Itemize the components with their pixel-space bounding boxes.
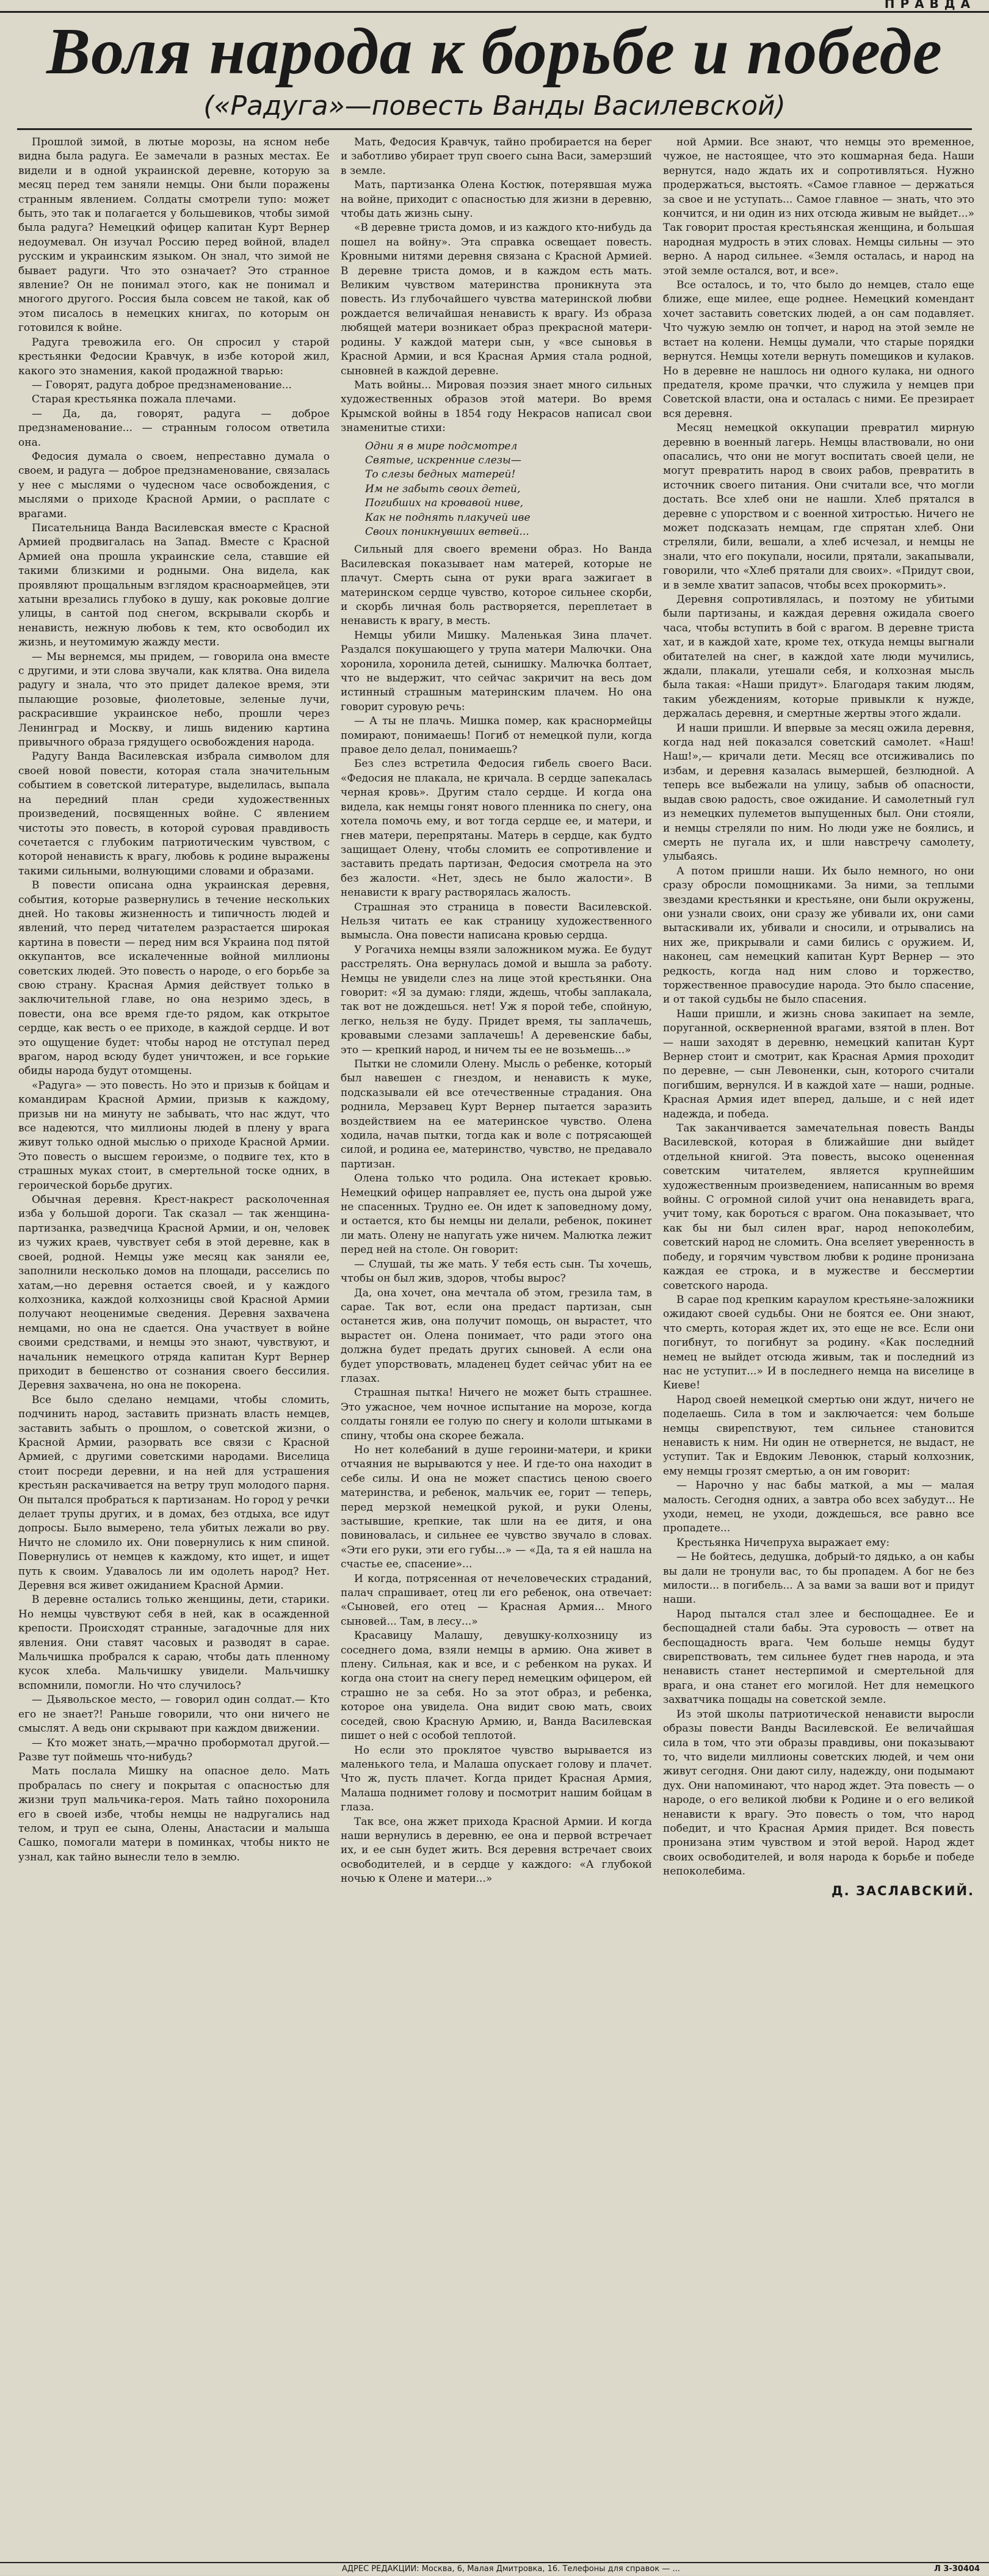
- article-paragraph: Народ пытался стал злее и беспощаднее. Ее и беспощадней стали бабы. Эта суровость — ответ на беспощадность врага. Чем больше немцы будут свирепствовать, тем сильнее будет гнев народа, и эта ненависть станет нестерпимой и смертельной для врага, и она станет его могилой. Нет для немецкого захватчика пощады на советской земле.: [663, 1608, 974, 1707]
- article-paragraph: — Да, да, говорят, радуга — доброе предзнаменование... — странным голосом ответила она.: [18, 407, 330, 449]
- article-paragraph: В повести описана одна украинская деревня, события, которые развернулись в течение нескольких дней. Но таковы жизненность и типичность людей и явлений, что перед читателем разрастается широкая картина в повести — перед ним вся Украина под пятой оккупантов, все искалеченные войной миллионы советских людей. Это повесть о народе, о его борьбе за свою страну. Красная Армия действует только в заключительной главе, но она незримо здесь, в повести, она все время где-то рядом, как открытое сердце, как весть о ее приходе, в каждой сердце. И вот это ощущение будет: чтобы народ не отступал перед врагом, народ всюду будет уничтожен, и все горькие обиды народа будут отомщены.: [18, 879, 330, 1078]
- article-paragraph: Обычная деревня. Крест-накрест расколоченная изба у большой дороги. Так сказал — так женщина-партизанка, разведчица Красной Армии, и он, человек из чужих краев, чувствует себя в этой деревне, как в своей, родной. Немцы уже месяц как заняли ее, заполнили несколько домов на площади, расселись по хатам,—но деревня остается своей, и у каждого колхозника, каждой колхозницы свой Красной Армии получают неоценимые сведения. Деревня захвачена немцами, но она не сдается. Она участвует в войне своими средствами, и немцы это знают, чувствуют, и начальник немецкого отряда капитан Курт Вернер приходит в бешенство от сознания своего бессилия. Деревня захвачена, но она не покорена.: [18, 1194, 330, 1392]
- article-paragraph: Немцы убили Мишку. Маленькая Зина плачет. Раздался покушающего у трупа матери Малючки. Она хоронила, хоронила детей, сынишку. Малючка болтает, что не выдержит, что сейчас закричит на весь дом истинный страшным материнским плачем. Но она говорит суровую речь:: [341, 629, 652, 713]
- article-paragraph: Прошлой зимой, в лютые морозы, на ясном небе видна была радуга. Ее замечали в разных местах. Ее видели и в одной украинской деревне, которую за месяц перед тем заняли немцы. Они были поражены странным явлением. Солдаты смотрели тупо: может быть, это так и полагается у большевиков, чтобы зимой была радуга? Немецкий офицер капитан Курт Вернер недоумевал. Он изучал Россию перед войной, владел русским и украинским языком. Он знал, что зимой не бывает радуги. Что это означает? Это странное явление? Он не понимал этого, как не понимал и многого другого. Россия была совсем не такой, как об этом писалось в немецких книгах, по которым он готовился к войне.: [18, 136, 330, 335]
- article-paragraph: У Рогачиха немцы взяли заложником мужа. Ее будут расстрелять. Она вернулась домой и вышла за работу. Немцы не увидели слез на лице этой крестьянки. Она говорит: «Я за думаю: гляди, ждешь, чтобы заплакала, так вот не дождешься. нет! Уж я порой тебе, спойную, легко, нельзя не буду. Придет время, ты заплачешь, кровавыми слезами заплачешь! А деревенские бабы, это — крепкий народ, и ничем ты ее не возьмешь...»: [341, 943, 652, 1056]
- article-paragraph: И наши пришли. И впервые за месяц ожила деревня, когда над ней показался советский самолет. «Наш! Наш!»,— кричали дети. Месяц все отсиживались по избам, и деревня казалась вымершей, безлюдной. А теперь все выбежали на улицу, забыв об опасности, выдав свою радость, свое ожидание. И самолетный гул из немецких пулеметов выпущенных был. Они стояли, и немцы стреляли по ним. Но люди уже не боялись, и смерть не пугала их, и шли навстречу самолету, улыбаясь.: [663, 722, 974, 863]
- article-paragraph: — Мы вернемся, мы придем, — говорила она вместе с другими, и эти слова звучали, как клятва. Она видела радугу и знала, что это придет далекое время, эти пылающие розовые, фиолетовые, зеленые лучи, раскрасившие украинское небо, прошли через Ленинград и Москву, и лишь видению картина привычного образа грядущего освобождения народа.: [18, 650, 330, 749]
- author-signature: Д. ЗАСЛАВСКИЙ.: [831, 1883, 974, 1898]
- article-paragraph: Мать, партизанка Олена Костюк, потерявшая мужа на войне, приходит с опасностью для жизни в деревню, чтобы дать жизнь сыну.: [341, 179, 652, 220]
- article-paragraph: — Кто может знать,—мрачно пробормотал другой.— Разве тут поймешь что-нибудь?: [18, 1736, 330, 1763]
- article-paragraph: Сильный для своего времени образ. Но Ванда Василевская показывает нам матерей, которые не плачут. Смерть сына от руки врага зажигает в материнском сердце чувство, которое сильнее скорби, и скорбь личная боль растворяется, переплетает в ненависть к врагу, в месть.: [341, 543, 652, 628]
- article-paragraph: Да, она хочет, она мечтала об этом, грезила там, в сарае. Так вот, если она предаст партизан, сын останется жив, она получит помощь, он вырастет, что вырастет он. Олена понимает, что ради этого она должна будет предать других сыновей. А если она будет упорствовать, младенец будет сейчас убит на ее глазах.: [341, 1286, 652, 1385]
- top-strip: [0, 0, 989, 13]
- article-paragraph: Страшная пытка! Ничего не может быть страшнее. Это ужасное, чем ночное испытание на морозе, когда солдаты гоняли ее голую по снегу и кололи штыками в спину, чтобы она скорее бежала.: [341, 1387, 652, 1442]
- article-paragraph: Но если это проклятое чувство вырывается из маленького тела, и Малаша опускает голову и плачет. Что ж, пусть плачет. Когда придет Красная Армия, Малаша поднимет голову и посмотрит нашим бойцам в глаза.: [341, 1744, 652, 1814]
- article-columns: [18, 136, 974, 2553]
- article-paragraph: Пытки не сломили Олену. Мысль о ребенке, который был навешен с гнездом, и ненависть к муке, подсказывали ей все отечественные страдания. Она роднила, Мерзавец Курт Вернер пытается заразить воздействием на ее материнское чувство. Олена ходила, начав пытки, тогда как и воле с потрясающей силой, и родина ее, материнство, чувство, не предавало партизан.: [341, 1058, 652, 1170]
- article-paragraph: «Радуга» — это повесть. Но это и призыв к бойцам и командирам Красной Армии, призыв к каждому, призыв ни на минуту не забывать, что нас ждут, что все надеются, что миллионы людей в плену у врага живут только одной мыслью о приходе Красной Армии. Это повесть о высшем героизме, о подвиге тех, кто в страшных муках стоит, в смертельной тоске одних, в героической борьбе других.: [18, 1079, 330, 1192]
- article-paragraph: Месяц немецкой оккупации превратил мирную деревню в военный лагерь. Немцы властвовали, но они опасались, что они не могут воспитать своей цели, не могут превратить народ в своих рабов, превратить в источник своего питания. Они считали все, что могли достать. Все хлеб они не нашли. Хлеб прятался в деревне с упорством и с военной хитростью. Ничего не может подсказать немцам, где спрятан хлеб. Они стреляли, били, вешали, а хлеб исчезал, и немцы не знали, что его покупали, носили, прятали, закапывали, говорили, что «Хлеб прятали для своих». «Придут свои, и в земле хватит запасов, чтобы всех прокормить».: [663, 422, 974, 592]
- article-paragraph: Все было сделано немцами, чтобы сломить, подчинить народ, заставить признать власть немцев, заставить забыть о прошлом, о советской жизни, о Красной Армии, разорвать все связи с Красной Армией, с другими советскими народами. Виселица стоит посреди деревни, и на ней для устрашения крестьян раскачивается на ветру труп молодого парня. Он пытался пробраться к партизанам. Но город у речки делает трупы других, и в домах, без отдыха, все идут допросы. Было вымерено, тела убитых лежали во рву. Ничто не сломило их. Они повернулись к ним спиной. Повернулись от немцев к каждому, кто ищет, и ищет путь к своим. Удавалось ли им одолеть народ? Нет. Деревня вся живет ожиданием Красной Армии.: [18, 1393, 330, 1592]
- article-paragraph: Но нет колебаний в душе героини-матери, и крики отчаяния не вырываются у нее. И где-то она находит в себе силы. И она не может спастись ценою своего материнства, и ребенок, мальчик ее, горит — теперь, перед мерзкой немецкой рукой, и руки Олены, застывшие, крепкие, так шли на ее дитя, и она повиновалась, и сильнее ее чувство звучало в словах. «Эти его руки, эти его губы...» — «Да, та я ей нашла на счастье ее, спасение»...: [341, 1443, 652, 1571]
- article-paragraph: И когда, потрясенная от нечеловеческих страданий, палач спрашивает, отец ли его ребенок, она отвечает: «Сыновей, его отец — Красная Армия... Много сыновей... Там, в лесу...»: [341, 1572, 652, 1628]
- article-paragraph: В сарае под крепким караулом крестьяне-заложники ожидают своей судьбы. Они не боятся ее. Они знают, что смерть, которая ждет их, это еще не все. Если они погибнут, то погибнут за родину. «Как последний немец не выйдет отсюда живым, так и последний из нас не уступит...» И в последнего немца на виселице в Киеве!: [663, 1293, 974, 1392]
- article-paragraph: Так заканчивается замечательная повесть Ванды Василевской, которая в ближайшие дни выйдет отдельной книгой. Эта повесть, высоко оцененная советским читателем, является крупнейшим художественным произведением, написанным во время войны. С огромной силой учит она ненавидеть врага, учит тому, как бороться с врагом. Она показывает, что как бы ни был силен враг, народ непоколебим, советский народ не сломить. Она вселяет уверенность в победу, и горячим чувством любви к родине пронизана каждая ее строка, и в мужестве и бессмертии советского народа.: [663, 1122, 974, 1292]
- article-paragraph: — Нарочно у нас бабы маткой, а мы — малая малость. Сегодня одних, а завтра обо всех забудут... Не уходи, немец, не уходи, дождешься, все равно все пропадете...: [663, 1479, 974, 1535]
- footer-code: Л 3-30404: [934, 2564, 980, 2574]
- article-column-3-body: [663, 136, 974, 1879]
- article-paragraph: — Слушай, ты же мать. У тебя есть сын. Ты хочешь, чтобы он был жив, здоров, чтобы вырос?: [341, 1258, 652, 1285]
- article-paragraph: Мать послала Мишку на опасное дело. Мать пробралась по снегу и покрытая с опасностью для жизни труп мальчика-героя. Мать тайно похоронила его в своей избе, чтобы немцы не надругались над телом, и труп ее сына, Олены, Анастасии и малыша Сашко, помогали матери в поминках, чтобы никто не узнал, как тайно вынесли тело в землю.: [18, 1765, 330, 1863]
- article-subtitle: («Радуга»—повесть Ванды Василевской): [203, 90, 786, 122]
- article-paragraph: Из этой школы патриотической ненависти выросли образы повести Ванды Василевской. Ее величайшая сила в том, что эти образы правдивы, они показывают то, что видели миллионы советских людей, и чем они живут сегодня. Они дают силу, надежду, они подымают дух. Они напоминают, что народ ждет. Эта повесть — о народе, о его великой любви к Родине и о его великой ненависти к врагу. Это повесть о том, что народ победит, и что Красная Армия придет. Вся повесть пронизана этим чувством и этой верой. Народ ждет своих освободителей, и воля народа к борьбе и победе непоколебима.: [663, 1708, 974, 1878]
- article-paragraph: Одни я в мире подсмотрел Святые, искренние слезы— То слезы бедных матерей! Им не забыть своих детей, Погибших на кровавой ниве, Как не поднять плакучей иве Своих поникнувших ветвей...: [365, 440, 531, 538]
- article-paragraph: — Дьявольское место, — говорил один солдат.— Кто его не знает?! Раньше говорили, что они ничего не смыслят. А ведь они скрывают при каждом движении.: [18, 1694, 330, 1735]
- article-paragraph: Писательница Ванда Василевская вместе с Красной Армией продвигалась на Запад. Вместе с Красной Армией она прошла украинские села, ставшие ей такими близкими и родными. Она видела, как проявляют прощальным взглядом красноармейцев, эти хатыни врезались глубоко в душу, как роковые долгие улицы, в сантой под снегом, вскрывали скорбь и ненависть, нежную любовь к тем, кто освободил их жизнь, и неутомимую жажду мести.: [18, 521, 330, 649]
- running-head: П Р А В Д А: [884, 0, 971, 11]
- article-paragraph: Все осталось, и то, что было до немцев, стало еще ближе, еще милее, еще роднее. Немецкий комендант хочет заставить советских людей, а он сам подавляет. Что чужую землю он топчет, и народ на этой земле не встает на колени. Немцы думали, что старые порядки вернутся. Немцы хотели вернуть помещиков и кулаков. Но в деревне не нашлось ни одного кулака, ни одного предателя, кроме прачки, что служила у немцев при Советской власти, она и осталась с ними. Ее презирает вся деревня.: [663, 279, 974, 420]
- page-footer: [0, 2562, 989, 2576]
- footer-address: АДРЕС РЕДАКЦИИ: Москва, 6, Малая Дмитровка, 16. Телефоны для справок — ...: [342, 2564, 680, 2574]
- article-paragraph: Федосия думала о своем, непреставно думала о своем, и радуга — доброе предзнаменование, связалась у нее с мыслями о чудесном часе освобождения, с мыслями о приходе Красной Армии, о расплате с врагами.: [18, 450, 330, 520]
- article-paragraph: В деревне остались только женщины, дети, старики. Но немцы чувствуют себя в ней, как в осажденной крепости. Происходят странные, загадочные для них явления. Они ставят часовых и разводят в сарае. Мальчишка пробрался к сараю, чтобы дать пленному кусок хлеба. Мальчишку увидели. Мальчишку вспомнили, помогли. Но что случилось?: [18, 1594, 330, 1692]
- article-paragraph: Красавицу Малашу, девушку-колхозницу из соседнего дома, взяли немцы в армию. Она живет в плену. Сильная, как и все, и с ребенком на руках. И когда она стоит на снегу перед немецким офицером, ей страшно не за себя. Но за этот образ, и ребенка, которое она увидела. Она видит свою мать, своих соседей, свою Красную Армию, и, Ванда Василевская пишет о ней с особой теплотой.: [341, 1630, 652, 1743]
- article-paragraph: Крестьянка Ничепруха выражает ему:: [676, 1536, 890, 1549]
- article-paragraph: «В деревне триста домов, и из каждого кто-нибудь да пошел на войну». Эта справка освещает повесть. Кровными нитями деревня связана с Красной Армией. В деревне триста домов, и в каждом есть мать. Великим чувством материнства проникнута эта повесть. Из глубочайшего чувства материнской любви рождается величайшая ненависть к врагу. Из образа любящей матери возникает образ прекрасной матери-родины. У каждой матери сын, у «все сыновья в Красной Армии, и вся Красная Армия стала родной, сыновней в каждой деревне.: [341, 222, 652, 377]
- article-paragraph: Наши пришли, и жизнь снова закипает на земле, поруганной, оскверненной врагами, взятой в плен. Вот — наши заходят в деревню, немецкий капитан Курт Вернер стоит и смотрит, как Красная Армия проходит по деревне, — сын Левоненки, сын, которого считали погибшим, вернулся. И в каждой хате — наши, родные. Красная Армия идет вперед, дальше, и с ней идет надежда, и победа.: [663, 1007, 974, 1120]
- article-paragraph: Старая крестьянка пожала плечами.: [32, 393, 236, 406]
- article-paragraph: Страшная это страница в повести Василевской. Нельзя читать ее как страницу художественного вымысла. Она повести написана кровью сердца.: [341, 901, 652, 942]
- article-column-1: [18, 136, 330, 2553]
- article-paragraph: Радуга тревожила его. Он спросил у старой крестьянки Федосии Кравчук, в избе которой жил, какого это знамения, какой продажной тварью:: [18, 336, 330, 377]
- article-paragraph: Без слез встретила Федосия гибель своего Васи. «Федосия не плакала, не кричала. В сердце запекалась черная кровь». Другим стало сердце. И когда она видела, как немцы гонят нового пленника по снегу, она хотела помочь ему, и вот тогда сердце ее, и матери, и гнев матери, перепрятаны. Матерь в сердце, как будто защищает Олену, чтобы сломить ее сопротивление и заставить предать партизан, Федосия смотрела на это без жалости. «Нет, здесь не было жалости». В ненависти к врагу растворялась жалость.: [341, 758, 652, 899]
- article-paragraph: — Говорят, радуга доброе предзнаменование...: [32, 379, 292, 391]
- article-paragraph: А потом пришли наши. Их было немного, но они сразу обросли помощниками. За ними, за теплыми звездами крестьянки и крестьяне, они были окружены, они узнали своих, они сразу же убивали их, они сами вытаскивали их, убивали и сносили, и отрывались на них же, прикрывали и сами бились с оружием. И, наконец, сам немецкий капитан Курт Вернер — это редкость, когда над ним слово и торжество, торжественное правосудие народа. Это было спасение, и от такой судьбы не было спасения.: [663, 865, 974, 1006]
- article-paragraph: Мать войны... Мировая поэзия знает много сильных художественных образов этой матери. Во время Крымской войны в 1854 году Некрасов написал свои знаменитые стихи:: [341, 379, 652, 435]
- article-paragraph: Мать, Федосия Кравчук, тайно пробирается на берег и заботливо убирает труп своего сына Васи, замерзший в земле.: [341, 136, 652, 177]
- article-paragraph: — А ты не плачь. Мишка помер, как краснормейцы помирают, понимаешь! Погиб от немецкой пули, когда правое дело делал, понимаешь?: [341, 715, 652, 756]
- article-paragraph: — Не бойтесь, дедушка, добрый-то дядько, а он кабы вы дали не тронули вас, то бы пропадем. А бог не без милости... в погибель... А за вами за ваши вот и придут наши.: [663, 1551, 974, 1606]
- article-paragraph: ной Армии. Все знают, что немцы это временное, чужое, не настоящее, что это кошмарная беда. Наши вернутся, надо ждать их и сопротивляться. Нужно продержаться, выстоять. «Самое главное — держаться за свое и не уступать... Самое главное — знать, что это кончится, и ни один из них отсюда живым не выйдет...» Так говорит простая крестьянская женщина, и большая народная мудрость в этих словах. Немцы сильны — это верно. А народ сильнее. «Земля осталась, и народ на этой земле остался, вот, и все».: [663, 136, 974, 277]
- article-paragraph: Народ своей немецкой смертью они ждут, ничего не поделаешь. Сила в том и заключается: чем больше немцы свирепствуют, тем сильнее становится ненависть к ним. Ни один не отвернется, не выдаст, не уступит. Так и Евдоким Левонюк, старый колхозник, ему немцы грозят смертью, а он им говорит:: [663, 1393, 974, 1478]
- article-column-3: [663, 136, 974, 2553]
- article-column-2: [341, 136, 652, 2553]
- article-headline: Воля народа к борьбе и победе: [46, 15, 943, 88]
- article-paragraph: Так все, она жжет прихода Красной Армии. И когда наши вернулись в деревню, ее она и первой встречает их, и ее сын будет жить. Вся деревня встречает своих освободителей, и в сердце у каждого: «А глубокой ночью к Олене и матери...»: [341, 1815, 652, 1885]
- article-paragraph: Олена только что родила. Она истекает кровью. Немецкий офицер направляет ее, пусть она дырой уже не спасенных. Трудно ее. Он идет к заповедному дому, и остается, кто бы немцы ни делали, ребенок, покинет ли мать. Олену не напугать уже ничем. Малютка лежит перед ней на столе. Он говорит:: [341, 1172, 652, 1257]
- article-paragraph: Деревня сопротивлялась, и поэтому не убитыми были партизаны, и каждая деревня ожидала своего часа, чтобы вступить в бой с врагом. В деревне триста хат, и в каждой хате, кроме тех, откуда немцы выгнали обитателей на снег, в каждой хате люди мучились, ждали, плакали, утешали себя, и колхозная мысль была такая: «Наши придут». Благодаря таким людям, таким убеждениям, которые привыкли к нужде, держалась деревня, и смертные жертвы этого ждали.: [663, 593, 974, 720]
- article-paragraph: Радугу Ванда Василевская избрала символом для своей новой повести, которая стала значительным событием в советской литературе, выделилась, выпала на передний план среди художественных произведений, посвященных войне. С явлением чистоты это повесть, в которой суровая правдивость сочетается с глубоким патриотическим чувством, с которой ненависть к врагу, любовь к родине выражены такими сильными, волнующими словами и образами.: [18, 750, 330, 877]
- headline-rule: [17, 128, 972, 130]
